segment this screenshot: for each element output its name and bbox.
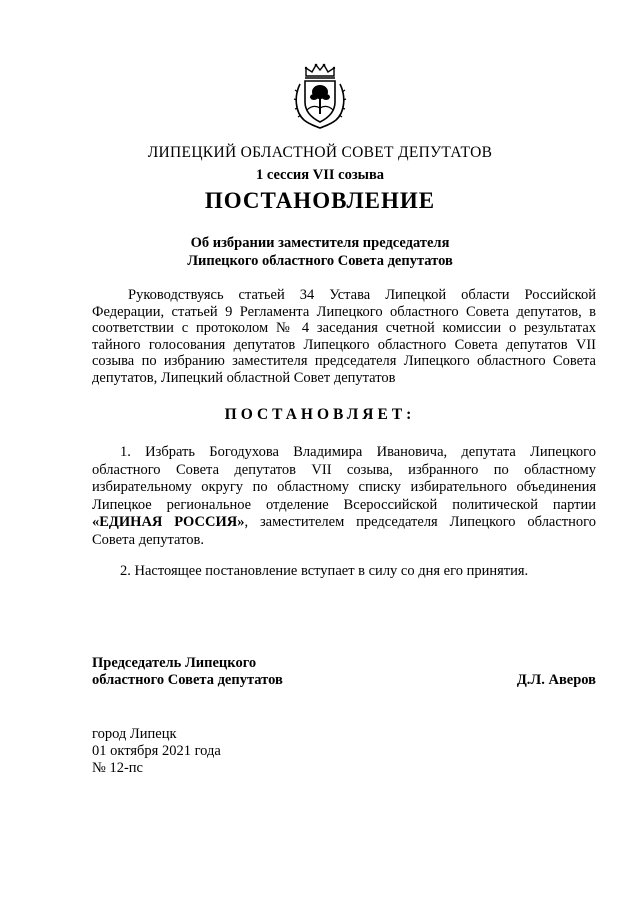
preamble-text: Руководствуясь статьей 34 Устава Липецкой области Российской Федерации, статьей 9 Регламента Липецкого областного Совета депутатов, в соответствии с протоколом № 4 заседания счетной комиссии о результатах тайного голосования депутатов Липецкого областного Совета депутатов VII созыва по избранию заместителя председателя Липецкого областного Совета депутатов, Липецкий областной Совет депутатов — [92, 287, 596, 386]
signatory-title-line-1: Председатель Липецкого — [92, 655, 257, 671]
preamble-block — [92, 287, 596, 386]
item-1-tail: , заместителем председателя Липецкого областного Совета депутатов. — [92, 514, 596, 548]
document-date: 01 октября 2021 года — [92, 743, 221, 759]
signature-block — [92, 655, 596, 689]
resolves-heading: ПОСТАНОВЛЯЕТ: — [224, 406, 416, 423]
resolution-item-1 — [92, 444, 596, 549]
signatory-title-line-2: областного Совета депутатов — [92, 672, 283, 688]
item-1-text: 1. Избрать Богодухова Владимира Ивановича, депутата Липецкого областного Совета депутатов VII созыва, избранного по областному избирательному округу по областному списку избирательного объединения Липецкое региональное отделение Всероссийской политической партии — [92, 444, 596, 513]
document-subject — [0, 234, 640, 270]
organization-name: ЛИПЕЦКИЙ ОБЛАСТНОЙ СОВЕТ ДЕПУТАТОВ — [147, 144, 493, 161]
party-name: «ЕДИНАЯ РОССИЯ» — [92, 514, 245, 530]
subject-line-1: Об избрании заместителя председателя — [190, 235, 450, 251]
coat-of-arms-icon — [292, 62, 348, 130]
city: город Липецк — [92, 726, 177, 742]
signatory-name: Д.Л. Аверов — [516, 672, 596, 688]
resolution-items — [92, 444, 596, 581]
document-footer — [92, 726, 221, 777]
session-label: 1 сессия VII созыва — [255, 167, 385, 183]
document-number: № 12-пс — [92, 760, 143, 776]
subject-line-2: Липецкого областного Совета депутатов — [187, 253, 453, 269]
document-type-title: ПОСТАНОВЛЕНИЕ — [204, 188, 436, 213]
resolution-item-2: 2. Настоящее постановление вступает в силу со дня его принятия. — [120, 563, 529, 579]
